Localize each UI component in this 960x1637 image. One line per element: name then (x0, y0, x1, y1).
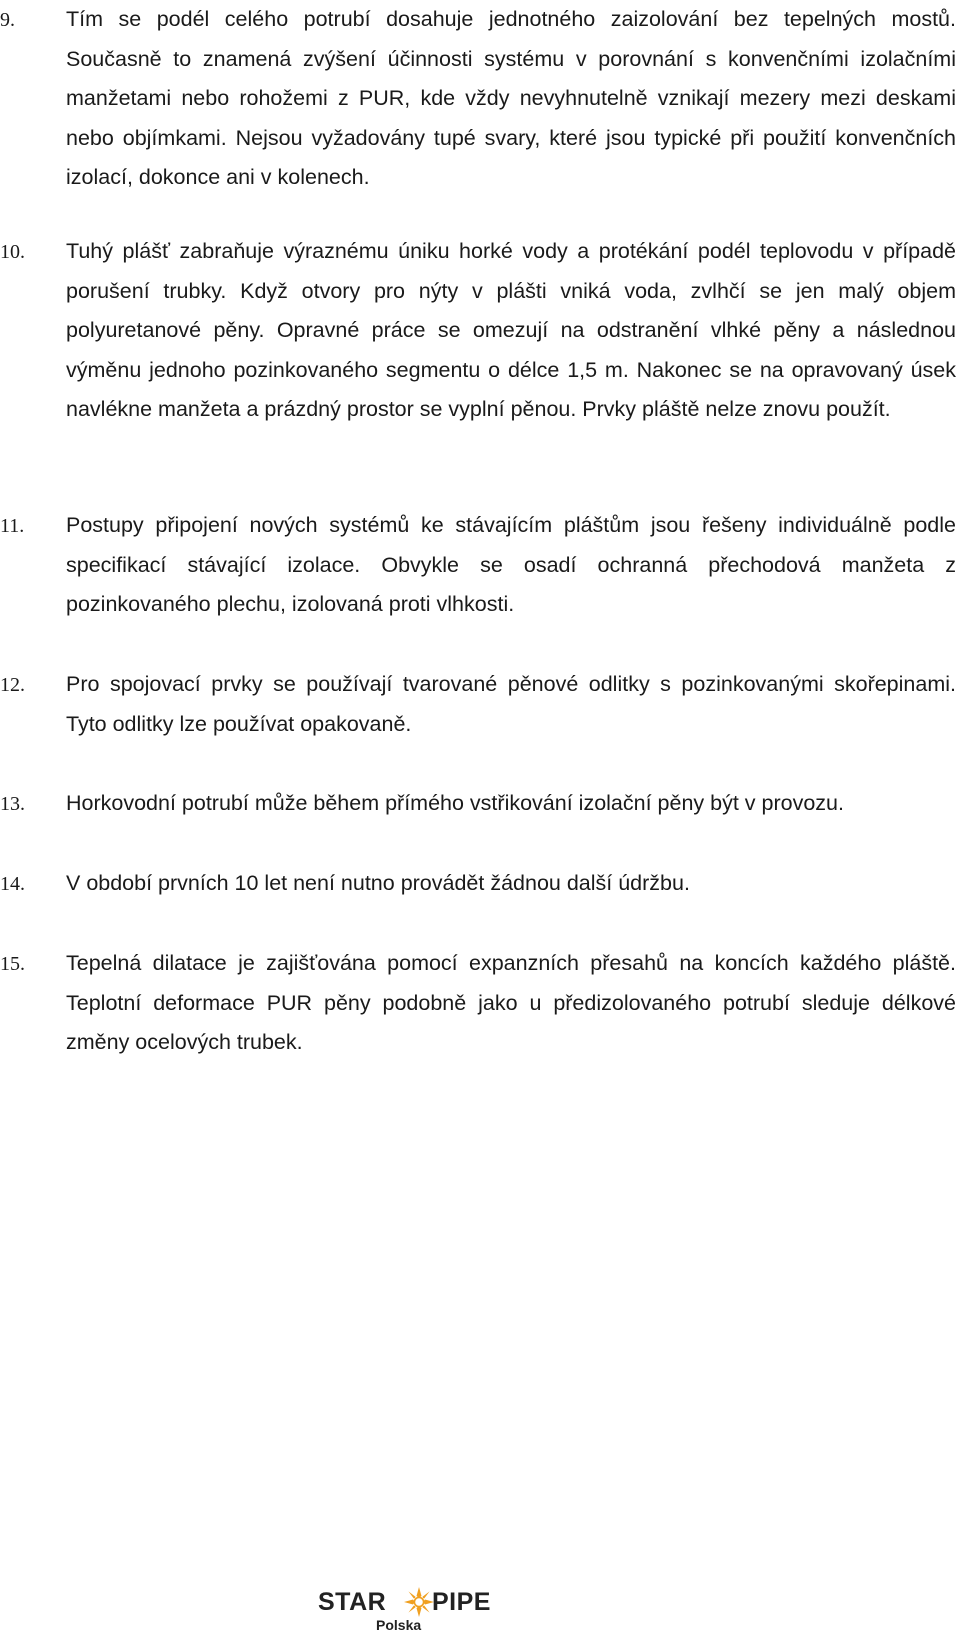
item-number: 15. (0, 953, 25, 975)
item-number: 13. (0, 793, 25, 815)
footer-logo (318, 1588, 508, 1636)
item-paragraph: Horkovodní potrubí může během přímého vstřikování izolační pěny být v provozu. (66, 791, 844, 815)
logo-word-left: STAR (318, 1588, 387, 1616)
item-number: 9. (0, 9, 15, 31)
item-number: 10. (0, 241, 25, 263)
item-paragraph: Tepelná dilatace je zajišťována pomocí expanzních přesahů na koncích každého pláště. Teplotní deformace PUR pěny podobně jako u předizolovaného potrubí sleduje délkové změny ocelových trubek. (66, 951, 956, 1055)
item-paragraph: Pro spojovací prvky se používají tvarované pěnové odlitky s pozinkovanými skořepinami. Tyto odlitky lze používat opakovaně. (66, 672, 956, 736)
logo-word-right: PIPE (432, 1588, 491, 1616)
item-number: 14. (0, 873, 25, 895)
item-number: 12. (0, 674, 25, 696)
logo-subtitle: Polska (376, 1617, 422, 1633)
item-paragraph: Postupy připojení nových systémů ke stávajícím pláštům jsou řešeny individuálně podle specifikací stávající izolace. Obvykle se osadí ochranná přechodová manžeta z pozinkovaného plechu, izolovaná proti vlhkosti. (66, 513, 956, 617)
item-paragraph: V období prvních 10 let není nutno provádět žádnou další údržbu. (66, 871, 690, 895)
item-paragraph: Tuhý plášť zabraňuje výraznému úniku horké vody a protékání podél teplovodu v případě porušení trubky. Když otvory pro nýty v plášti vniká voda, zvlhčí se jen malý objem polyuretanové pěny. Opravné práce se omezují na odstranění vlhké pěny a následnou výměnu jednoho pozinkovaného segmentu o délce 1,5 m. Nakonec se na opravovaný úsek navlékne manžeta a prázdný prostor se vyplní pěnou. Prvky pláště nelze znovu použít. (66, 239, 956, 422)
item-paragraph: Tím se podél celého potrubí dosahuje jednotného zaizolování bez tepelných mostů. Současně to znamená zvýšení účinnosti systému v porovnání s konvenčními izolačními manžetami nebo rohožemi z PUR, kde vždy nevyhnutelně vznikají mezery mezi deskami nebo objímkami. Nejsou vyžadovány tupé svary, které jsou typické při použití konvenčních izolací, dokonce ani v kolenech. (66, 7, 956, 190)
star-pipe-logo-icon (404, 1587, 434, 1617)
item-number: 11. (0, 515, 25, 537)
